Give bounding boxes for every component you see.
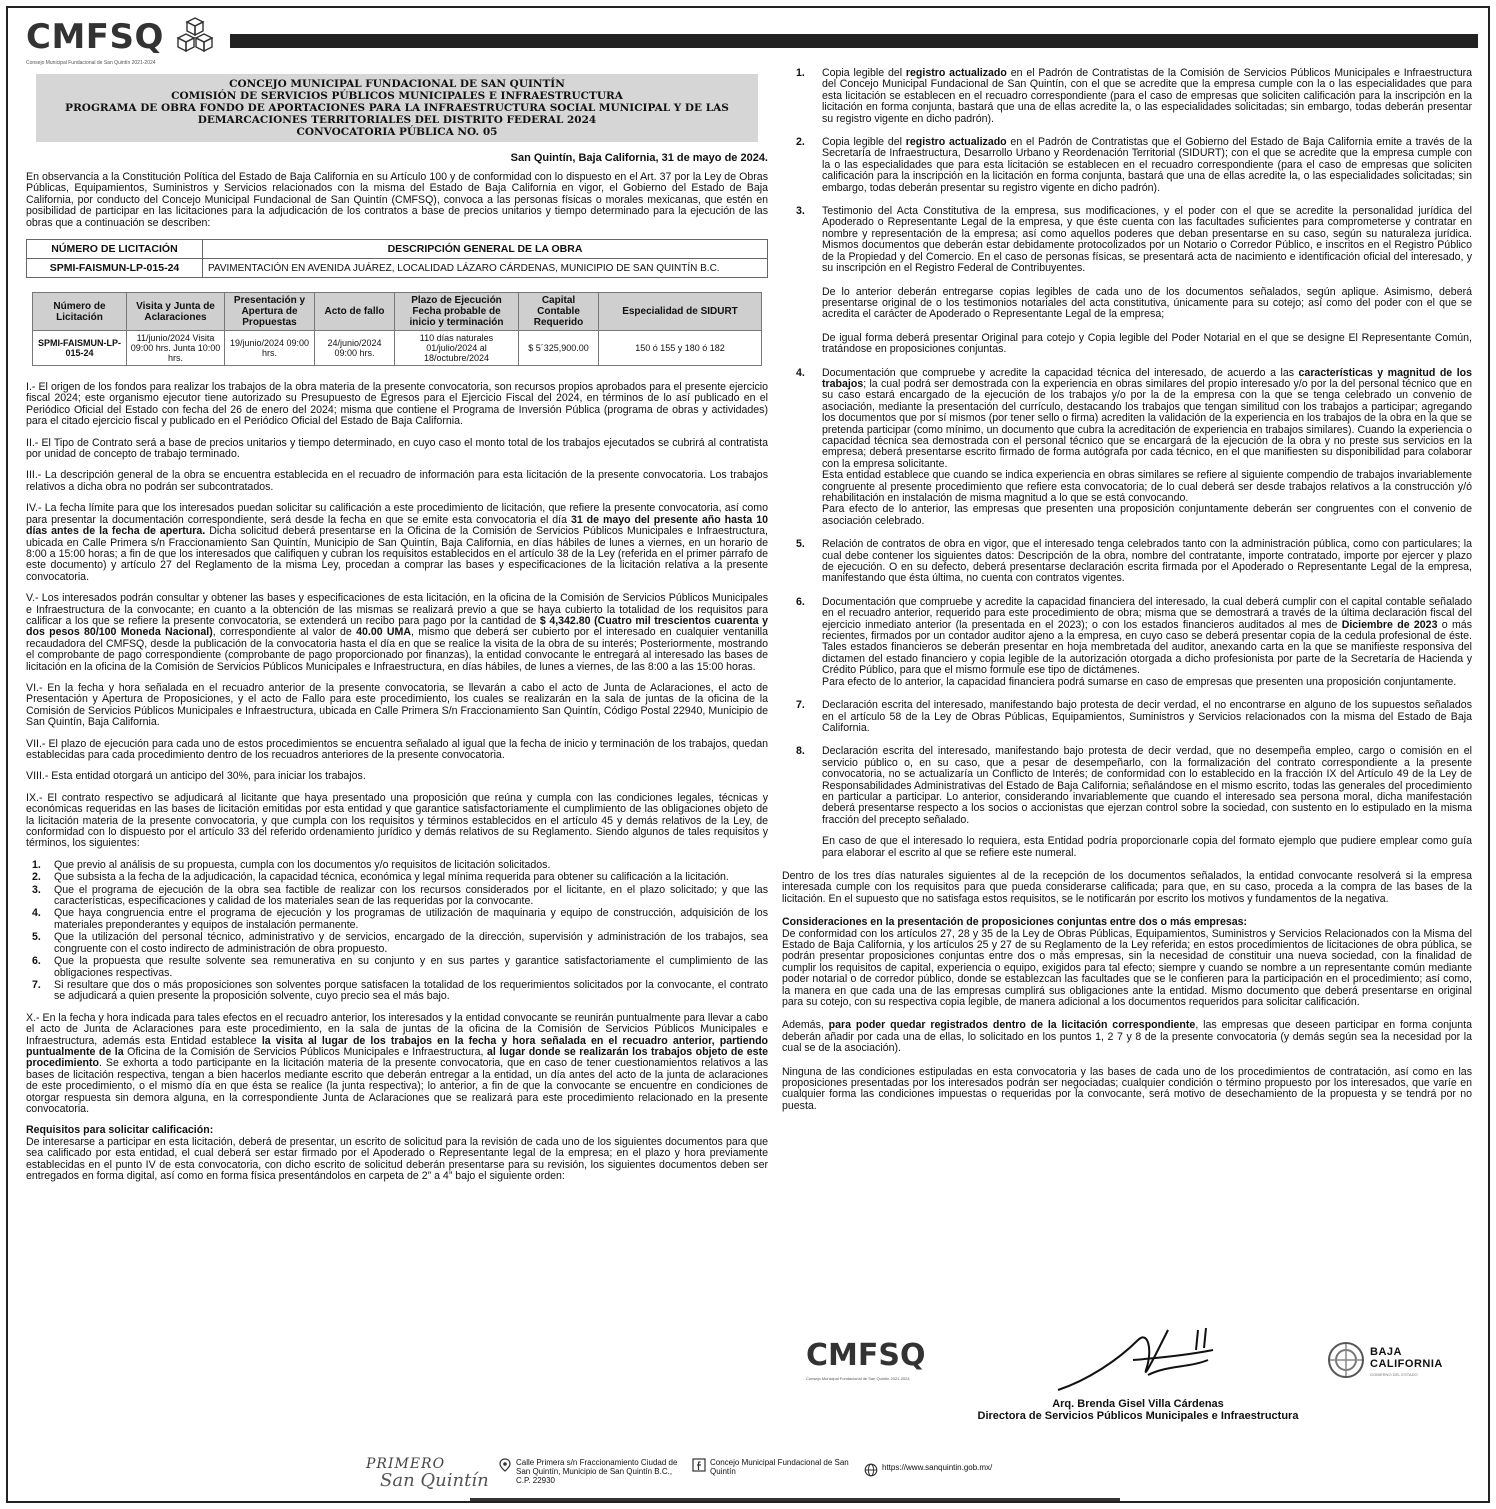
signatory-name: Arq. Brenda Gisel Villa Cárdenas bbox=[1052, 1398, 1224, 1410]
text-run: en el Padrón de Contratistas que el Gobierno del Estado de Baja California emite a través de la Secretaría de Infraestructura, Desarrollo Urbano y Reordenación Territorial (SIDURT); con el que se acredite que la empresa cumple con la o las especialidades que para esta licitación se establecen en el recuadro correspondiente (para el caso de empresas que soliciten calificación para la inscripción en la licitación en forma conjunta, bastará que una de ellas acredite la, o las especialidades solicitadas; sin embargo, todas deberán presentar su registro vigente en dicho padrón). bbox=[822, 136, 1472, 194]
item-number: 1. bbox=[32, 858, 41, 871]
text-run: , mismo que deberá ser cubierto por el interesado en cualquier ventanilla recaudadora del CMFSQ, desde la publicación de la convocatoria hasta el día en que se realice la visita de la obra de su interés; Posteriormente, mostrando el comprobante de pago correspondiente (comprobante de pago proporcionado por finanzas), la entidad convocante le entregará al interesado las bases de licitación en la oficina de la Comisión de Servicios Públicos Municipales e Infraestructura, en días hábiles, de lunes a viernes, de las 8:00 a las 15:00 horas. bbox=[26, 626, 769, 673]
table-cell: SPMI-FAISMUN-LP-015-24 bbox=[33, 331, 127, 366]
item-text: Que la propuesta que resulte solvente sea remunerativa en su conjunto y en sus partes y garantice satisfactoriamente el cumplimiento de las obligaciones respectivas. bbox=[54, 955, 768, 979]
item-text: Que previo al análisis de su propuesta, cumpla con los documentos y/o requisitos de licitación solicitados. bbox=[54, 858, 551, 871]
state-subtitle: GOBIERNO DEL ESTADO bbox=[1370, 1372, 1418, 1377]
item-number: 7. bbox=[32, 978, 41, 991]
item-text: Que la utilización del personal técnico, administrativo y de servicios, encargado de la dirección, supervisión y administración de los trabajos, sea congruente con el costo indirecto de administración de obra propuesto. bbox=[54, 931, 768, 955]
item-text: Para efecto de lo anterior, la capacidad financiera podrá sumarse en caso de empresas que presenten una proposición conjuntamente. bbox=[822, 675, 1457, 688]
text-run-bold: características y magnitud de los trabajos bbox=[822, 366, 1472, 390]
item-text: Relación de contratos de obra en vigor, que el interesado tenga celebrados tanto con la administración pública, como con particulares; la cual debe contener los siguientes datos: Descripción de la obra, nombre del contratante, importe contratado, importe por ejercer y plazo de ejecución. O en su defecto, deberá presentarse declaración escrita firmada por el Apoderado o Representante Legal de la empresa, manifestando que ésta última, no cuenta con contratos vigentes. bbox=[822, 538, 1472, 585]
facebook-text[interactable]: Concejo Municipal Fundacional de San Quintín bbox=[710, 1458, 849, 1476]
title-line: CONVOCATORIA PÚBLICA NO. 05 bbox=[296, 126, 498, 138]
text-run: V.- Los interesados podrán consultar y obtener las bases y especificaciones de esta licitación, en la oficina de la Comisión de Servicios Públicos Municipales e Infraestructura de la convocante; en cuanto a la obtención de las mismas se realizará previo a que se haya cubierto la totalidad de los requisitos para calificar a los que se refiere la presente convocatoria, se extenderá un recibo para pago por la cantidad de bbox=[26, 592, 768, 627]
document-page bbox=[6, 6, 1490, 1503]
item-number: 7. bbox=[796, 699, 805, 712]
dateline: San Quintín, Baja California, 31 de mayo de 2024. bbox=[510, 152, 768, 164]
joint-proposals-heading: Consideraciones en la presentación de proposiciones conjuntas entre dos o más empresas: bbox=[782, 916, 1248, 929]
right-column bbox=[782, 68, 1472, 1124]
footer bbox=[8, 1448, 1490, 1503]
documents-list bbox=[782, 368, 1472, 859]
table-cell: $ 5´325,900.00 bbox=[519, 331, 599, 366]
title-line: CONCEJO MUNICIPAL FUNDACIONAL DE SAN QUINTÍN bbox=[229, 78, 565, 90]
text-run: Documentación que compruebe y acredite la capacidad financiera del interesado, la cual deberá cumplir con el capital contable señalado en el recuadro anterior, requerido para este procedimiento de obra; misma que se demostrará a través de la última declaración fiscal del ejercicio inmediato anterior (la presentada en el 2023); o con los estados financieros auditados al mes de bbox=[822, 595, 1472, 631]
table-cell: 24/junio/2024 09:00 hrs. bbox=[315, 331, 395, 366]
text-run-bold: registro actualizado bbox=[905, 136, 1007, 149]
text-run-bold: al lugar donde se realizarán los trabajos objeto de este procedimiento bbox=[26, 1045, 768, 1070]
text-run: Oficina de la Comisión de Servicios Públicos Municipales e Infraestructura, bbox=[123, 1045, 487, 1058]
text-run-bold: la visita al lugar de los trabajos en la fecha y hora señalada en el recuadro anterior, partiendo puntualmente de la bbox=[26, 1034, 769, 1058]
item-number: 2. bbox=[32, 871, 41, 884]
table-header: Plazo de Ejecución Fecha probable de inicio y terminación bbox=[395, 293, 519, 331]
paragraph: De conformidad con los artículos 27, 28 y 35 de la Ley de Obras Públicas, Equipamientos, Suministros y Servicios Relacionados con la Misma del Estado de Baja California, y los artículos 25 y 27 de su Reglamento de la Ley referida; en estos procedimientos de licitaciones de obra pública, se podrán presentar proposiciones conjuntas entre dos o más empresas, sin la necesidad de constituir una nueva sociedad, con la finalidad de cumplir los requisitos de capital, experiencia o equipo, exigidos para tal efecto; siempre y cuando se nombre a un representante común mediante poder notarial o de corredor público, donde se establezcan las facultades que se le confieren para la participación en el procedimiento; así como, la manera en que cada una de las empresas cumplirá sus obligaciones ante la entidad. Mismo documento que deberá presentarse en original para su cotejo, con su respectiva copia legible, de manera adicional a los documentos requeridos para solicitar calificación. bbox=[782, 927, 1472, 1009]
list-item bbox=[26, 932, 768, 955]
text-run: , las empresas que deseen participar en forma conjunta deberán añadir por cada una de ellas, lo solicitado en los puntos 1, 2 7 y 8 de la presente convocatoria (y demás según sea la necesidad por la cual se de la asociación). bbox=[782, 1019, 1472, 1055]
paragraph: De lo anterior deberán entregarse copias legibles de cada uno de los documentos señalados, según aplique. Asimismo, deberá presentarse original de o los testimonios notariales del acta constitutiva, únicamente para su cotejo; así como del poder con el que se acredita el carácter de Apoderado o Representante Legal de la empresa; bbox=[822, 285, 1472, 321]
requirements-heading: Requisitos para solicitar calificación: bbox=[26, 1124, 214, 1137]
item-text: Que el programa de ejecución de la obra sea factible de realizar con los recursos considerados por el licitante, en el plazo solicitado; y que las características, especificaciones y calidad de los materiales sean de las requeridas por la convocante. bbox=[54, 883, 768, 908]
text-run-bold: 31 de mayo del presente año hasta 10 días antes de la fecha de apertura. bbox=[26, 513, 769, 538]
text-run-bold: para poder quedar registrados dentro de la licitación correspondiente bbox=[828, 1019, 1196, 1032]
text-run: Copia legible del bbox=[822, 67, 906, 79]
handwritten-signature bbox=[1048, 1320, 1228, 1400]
tender-schedule-table bbox=[32, 292, 762, 366]
signature-block bbox=[798, 1326, 1478, 1426]
list-item bbox=[26, 956, 768, 979]
list-item bbox=[782, 206, 1472, 274]
location-pin-icon bbox=[498, 1458, 512, 1472]
cubes-icon bbox=[174, 16, 216, 58]
item-number: 4. bbox=[32, 907, 41, 920]
item-number: 3. bbox=[796, 205, 805, 218]
text-run: o más recientes, firmados por un contador auditor ajeno a la empresa, en cuyo caso se deberá presentar copia de la cedula profesional de éste. Tales estados financieros se deberán presentar en hoja membretada del auditor, anexando carta en la que se manifieste responsiva del dictamen del estado financiero y copia legible de la autorización otorgada a dicho profesionista por parte de la Secretaría de Hacienda y Crédito Público, para que el mismo formule ese tipo de dictámenes. bbox=[822, 618, 1472, 677]
table-header: Visita y Junta de Aclaraciones bbox=[127, 293, 225, 331]
list-item bbox=[782, 68, 1472, 125]
item-number: 6. bbox=[796, 595, 805, 608]
state-name: BAJA CALIFORNIA bbox=[1370, 1346, 1443, 1370]
text-run: ; la cual podrá ser demostrada con la experiencia en obras similares del propio interesado y/o por la del personal técnico que en su caso estará encargado de la ejecución de los trabajos y/o por la de la empresa con la que se tenga celebrado un convenio de asociación, mediante la presentación del currículo, destacando los trabajos que tengan similitud con los trabajos a participar; agregando los documentos que por sí mismos (por tener sello o firma) acrediten la validación de la experiencia en los trabajos de la obra en la que se pretenda participar (como mínimo, un documento que cubra la acreditación de experiencia en trabajos similares). Cuando la experiencia o capacidad técnica sea demostrada con el personal técnico que se encargará de la ejecución de la obra y no preste sus servicios en la empresa; deberá presentarse escrito firmado de forma autógrafa por cada técnico, en el que manifiesten su disponibilidad para colaborar con la empresa solicitante. bbox=[822, 377, 1472, 470]
text-run: Copia legible del bbox=[822, 136, 906, 149]
section-ix: IX.- El contrato respectivo se adjudicará al licitante que haya presentado una proposición que reúna y cumpla con las condiciones legales, técnicas y económicas requeridas en las bases de licitación emitidas por esta entidad y que garantice satisfactoriamente el cumplimiento de las obligaciones objeto de la licitación materia de la presente convocatoria, y que cumpla con los requisitos y términos establecidos en el artículo 45 y demás relativos de la Ley, de conformidad con lo dispuesto por el artículo 33 del referido ordenamiento jurídico y demás relativos de su Reglamento. Siendo algunos de tales requisitos y términos, los siguientes: bbox=[26, 791, 768, 850]
text-run: en el Padrón de Contratistas de la Comisión de Servicios Públicos Municipales e Infraestructura del Concejo Municipal Fundacional de San Quintín, con el que se acredite que la empresa cumple con la o las especialidades que para esta licitación se establecen en el recuadro correspondiente (para el caso de empresas que soliciten calificación para la inscripción en la licitación en forma conjunta, bastará que una de ellas acredite la, o las especialidades solicitadas; sin embargo, todas deberán presentar su registro vigente en dicho padrón). bbox=[822, 67, 1473, 125]
table-cell: 110 días naturales 01/julio/2024 al 18/octubre/2024 bbox=[395, 331, 519, 366]
item-text: Testimonio del Acta Constitutiva de la empresa, sus modificaciones, y el poder con el que se acredite la personalidad jurídica del Apoderado o Representante Legal de la empresa, y que éste cuenta con las facultades suficientes para comprometerse y contratar en nombre y representación de la empresa; así como aquellos poderes que deban presentarse en su caso, según su naturaleza jurídica. Mismos documentos que deberán estar debidamente protocolizados por un Notario o Corredor Público, e inscritos en el Registro Público de la Propiedad y del Comercio. En el caso de personas físicas, se presentará acta de nacimiento e identificación oficial del interesado, y su inscripción en el Registro Federal de Contribuyentes. bbox=[822, 205, 1472, 275]
work-description: PAVIMENTACIÓN EN AVENIDA JUÁREZ, LOCALIDAD LÁZARO CÁRDENAS, MUNICIPIO DE SAN QUINTÍN B.C. bbox=[203, 259, 768, 278]
item-number: 3. bbox=[32, 883, 41, 896]
section-i: I.- El origen de los fondos para realizar los trabajos de la obra materia de la presente convocatoria, son recursos propios aprobados para el presente ejercicio fiscal 2024; este organismo ejecutor tiene autorizado su Presupuesto de Egresos para el Ejercicio Fiscal del 2024, en términos de lo así publicado en el Periódico Oficial del Estado con fecha del 26 de enero del 2024; misma que contiene el Programa de Inversión Pública (programa de obras y actividades) para el citado ejercicio fiscal y publicado en el Periódico Oficial del Estado de Baja California. bbox=[26, 381, 768, 428]
documents-list bbox=[782, 68, 1472, 275]
list-item bbox=[782, 746, 1472, 859]
table-header: Capital Contable Requerido bbox=[519, 293, 599, 331]
text-run: Dicha solicitud deberá presentarse en la Oficina de la Comisión de Servicios Públicos Municipales e Infraestructura, ubicada en Calle Primera s/n Fraccionamiento San Quintín, Municipio de San Quintín, Baja California, en días hábiles de lunes a viernes, en un horario de 8:00 a 15:00 horas; a fin de que los interesados que califiquen y cubran los requisitos establecidos en el artículo 38 de la Ley (referida en el primer párrafo de este documento) y artículo 27 del Reglamento de la misma Ley, procedan a comprar las bases y especificaciones de la licitación relativa a la presente convocatoria. bbox=[26, 525, 769, 583]
list-item bbox=[26, 908, 768, 931]
item-number: 8. bbox=[796, 745, 805, 758]
item-text: Esta entidad establece que cuando se indica experiencia en obras similares se refiere al siguiente compendio de trabajos invariablemente congruente al presente procedimiento que refiere esta convocatoria; de lo cual deberá ser desde trabajos relativos a la construcción y/ó rehabilitación en instalación de misma magnitud a lo que se está convocando. bbox=[822, 469, 1472, 504]
paragraph: De igual forma deberá presentar Original para cotejo y Copia legible del Poder Notarial en el que se designe El Representante Común, tratándose en proposiciones conjuntas. bbox=[822, 331, 1472, 356]
text-run: IV.- La fecha límite para que los interesados puedan solicitar su calificación a este procedimiento de licitación, que refiere la presente convocatoria, así como para presentar la documentación correspondiente, será desde la fecha en que se emite esta convocatoria el día bbox=[26, 502, 768, 526]
globe-icon bbox=[864, 1463, 878, 1477]
list-item bbox=[782, 137, 1472, 194]
state-seal-icon bbox=[1326, 1340, 1366, 1380]
section-iii: III.- La descripción general de la obra se encuentra establecida en el recuadro de información para esta licitación de la presente convocatoria. Los trabajos relativos a dicha obra no podrán ser subcontratados. bbox=[26, 469, 768, 493]
list-item bbox=[782, 597, 1472, 688]
cmfsq-logo: CMFSQ bbox=[806, 1338, 926, 1373]
text-run-bold: Diciembre de 2023 bbox=[1341, 618, 1438, 631]
text-run-bold: registro actualizado bbox=[905, 67, 1007, 79]
item-number: 4. bbox=[796, 366, 805, 379]
list-item bbox=[26, 885, 768, 908]
footer-facebook[interactable] bbox=[692, 1458, 862, 1476]
logo-subtitle: Consejo Municipal Fundacional de San Quintín 2021-2024 bbox=[26, 60, 156, 66]
signatory bbox=[928, 1398, 1348, 1422]
header-bar bbox=[230, 34, 1478, 48]
table-header: Presentación y Apertura de Propuestas bbox=[225, 293, 315, 331]
text-run-bold: $ 4,342.80 (Cuatro mil trescientos cuarenta y dos pesos 80/100 Moneda Nacional) bbox=[26, 614, 768, 639]
list-item bbox=[26, 872, 768, 883]
title-line: PROGRAMA DE OBRA FONDO DE APORTACIONES PARA LA INFRAESTRUCTURA SOCIAL MUNICIPAL Y DE LAS DEMARCACIONES TERRITORIALES DEL DISTRITO FEDERAL 2024 bbox=[65, 102, 729, 126]
section-viii: VIII.- Esta entidad otorgará un anticipo del 30%, para iniciar los trabajos. bbox=[26, 770, 366, 783]
list-item bbox=[782, 700, 1472, 734]
table-header: NÚMERO DE LICITACIÓN bbox=[27, 240, 203, 259]
requirements-paragraph: De interesarse a participar en esta licitación, deberá de presentar, un escrito de solicitud para la revisión de cada uno de los siguientes documentos para que sea calificado por esta entidad, el cual deberá ser estar firmado por el Apoderado o Representante legal de la empresa; en el plazo y hora previamente establecidas en el punto IV de esta convocatoria, con dicho escrito de solicitud deberán presentarse para su revisión, los siguientes documentos deben ser entregados en forma digital, así como en forma física presentándolos en carpeta de 2” a 4” bajo el siguiente orden: bbox=[26, 1135, 768, 1182]
text-run: , correspondiente al valor de bbox=[212, 626, 357, 639]
section-vii: VII.- El plazo de ejecución para cada uno de estos procedimientos se encuentra señalado al igual que la fecha de inicio y terminación de los trabajos, quedan establecidas para cada procedimiento dentro de los recuadros anteriores de la presente convocatoria. bbox=[26, 737, 768, 761]
item-text: Para efecto de lo anterior, las empresas que presenten una proposición conjuntamente deberán ser congruentes con el convenio de asociación celebrado. bbox=[822, 503, 1472, 527]
requirements-list bbox=[26, 860, 768, 1003]
text-run: Además, bbox=[782, 1019, 829, 1032]
cmfsq-logo bbox=[26, 16, 236, 76]
logo-subtitle: Consejo Municipal Fundacional de San Quintín 2021-2024 bbox=[806, 1376, 910, 1381]
text-run-bold: 40.00 UMA bbox=[356, 626, 412, 639]
item-number: 6. bbox=[32, 955, 41, 968]
website-link[interactable]: https://www.sanquintin.gob.mx/ bbox=[882, 1463, 993, 1472]
list-item bbox=[782, 368, 1472, 528]
table-cell: 150 ó 155 y 180 ó 182 bbox=[599, 331, 762, 366]
left-column bbox=[26, 74, 768, 1192]
list-item bbox=[26, 860, 768, 871]
item-number: 5. bbox=[796, 538, 805, 551]
baja-california-logo bbox=[1326, 1336, 1476, 1386]
list-item bbox=[26, 980, 768, 1003]
item-number: 2. bbox=[796, 136, 805, 149]
paragraph: Dentro de los tres días naturales siguientes al de la recepción de los documentos señalados, la entidad convocante resolverá si la empresa interesada cumple con los requisitos para que pueda considerarse calificada; para que, en su caso, proceda a la compra de las bases de la licitación. En el supuesto que no satisfaga estos requisitos, se le notificarán por escrito los motivos y fundamentos de la negativa. bbox=[782, 869, 1472, 905]
item-text: Declaración escrita del interesado, manifestando bajo protesta de decir verdad, el no encontrarse en alguno de los supuestos señalados en el artículo 58 de la Ley de Obras Públicas, Equipamientos, Suministros y Servicios relacionados con la misma del Estado de Baja California. bbox=[822, 699, 1472, 734]
table-cell: 11/junio/2024 Visita 09:00 hrs. Junta 10:00 hrs. bbox=[127, 331, 225, 366]
text-run: Documentación que compruebe y acredite la capacidad técnica del interesado, de acuerdo a las bbox=[822, 366, 1299, 379]
footer-address bbox=[498, 1458, 698, 1485]
item-number: 1. bbox=[796, 67, 805, 79]
document-title bbox=[36, 74, 758, 142]
section-ii: II.- El Tipo de Contrato será a base de precios unitarios y tiempo determinado, en cuyo caso el monto total de los trabajos ejecutados se cubrirá al contratista por unidad de concepto de trabajo terminado. bbox=[26, 436, 768, 461]
item-number: 5. bbox=[32, 931, 41, 944]
logo-text: CMFSQ bbox=[26, 17, 164, 57]
text-run: X.- En la fecha y hora indicada para tales efectos en el recuadro anterior, los interesados y la entidad convocante se reunirán puntualmente para llevar a cabo el acto de Junta de Aclaraciones para este procedimiento, en la sala de juntas de la oficina de la Comisión de Servicios Públicos Municipales e Infraestructura, además esta Entidad establece bbox=[26, 1011, 768, 1047]
list-item bbox=[782, 539, 1472, 585]
section-vi: VI.- En la fecha y hora señalada en el recuadro anterior de la presente convocatoria, se llevarán a cabo el acto de Junta de Aclaraciones, el acto de Presentación y Apertura de Proposiciones, y el acto de Fallo para este procedimiento, los cuales se realizarán en la sala de juntas de la oficina de la Comisión de Servicios Públicos Municipales e Infraestructura, ubicada en Calle Primera S/n Fraccionamiento San Quintín, Código Postal 22940, Municipio de San Quintín, Baja California. bbox=[26, 681, 768, 729]
footer-slogan: PRIMERO bbox=[366, 1456, 446, 1472]
footer-slogan-script: San Quintín bbox=[380, 1470, 489, 1491]
section-iv bbox=[26, 503, 768, 583]
paragraph: Ninguna de las condiciones estipuladas en esta convocatoria y las bases de cada uno de los procedimientos de contratación, así como en las proposiciones presentadas por los interesados podrán ser negociadas; cualquier condición o término propuesto por los interesados, que varíe en cualquier forma las condiciones impuestas o requeridas por la convocante, será motivo de desechamiento de la propuesta y se tendrá por no puesta. bbox=[782, 1065, 1472, 1112]
intro-paragraph: En observancia a la Constitución Política del Estado de Baja California en su Artículo 100 y de conformidad con lo dispuesto en el Art. 37 por la Ley de Obras Públicas, Equipamientos, Suministros y Servicios relacionados con la misma del Estado de Baja California en vigor, el Gobierno del Estado de Baja California, por conducto del Concejo Municipal Fundacional de San Quintín (CMFSQ), convoca a las personas físicas o morales mexicanas, que estén en posibilidad de participar en las licitaciones para la adjudicación de los contratos a base de precios unitarios y tiempo determinado para la ejecución de las obras que a continuación se describen: bbox=[26, 171, 768, 229]
table-header: DESCRIPCIÓN GENERAL DE LA OBRA bbox=[203, 240, 768, 259]
section-v bbox=[26, 593, 768, 673]
item-text: Si resultare que dos o más proposiciones son solventes porque satisfacen la totalidad de los requerimientos solicitados por la convocante, el contrato se adjudicará a quien presente la proposición solvente, cuyo precio sea el más bajo. bbox=[54, 978, 768, 1003]
paragraph bbox=[782, 1020, 1472, 1054]
text-run: . Se exhorta a todo participante en la licitación materia de la presente convocatoria, que en caso de tener cuestionamientos relativos a las bases de licitación respectiva, tengan a bien hacerlos mediante escrito que deberán entregar a la entidad, un día antes del acto de la junta de aclaraciones de este procedimiento, o el mismo día en que ésta se realice (la junta respectiva); lo anterior, a fin de que la convocante se encuentre en condiciones de otorgar respuesta sin demora alguna, en la correspondiente Junta de Aclaraciones que se realizará para este procedimiento relacionado en la presente convocatoria. bbox=[26, 1057, 768, 1115]
table-header: Especialidad de SIDURT bbox=[599, 293, 762, 331]
table-cell: 19/junio/2024 09:00 hrs. bbox=[225, 331, 315, 366]
item-text: Que subsista a la fecha de la adjudicación, la capacidad técnica, económica y legal mínima requerida para obtener su calificación a la licitación. bbox=[54, 871, 729, 884]
table-header: Acto de fallo bbox=[315, 293, 395, 331]
tender-summary-table bbox=[26, 239, 768, 278]
facebook-icon bbox=[692, 1458, 706, 1472]
item-text: En caso de que el interesado lo requiera, esta Entidad podría proporcionarle copia del formato ejemplo que pudiere emplear como guía para elaborar el escrito al que se refiere este numeral. bbox=[822, 835, 1472, 859]
item-text: Declaración escrita del interesado, manifestando bajo protesta de decir verdad, que no desempeña empleo, cargo o comisión en el servicio público o, en su caso, que a pesar de desempeñarlo, con la formalización del contrato correspondiente a la presente convocatoria, no se actualizaría un Conflicto de Interés; de conformidad con lo establecido en la fracción IX del Artículo 49 de la Ley de Responsabilidades Administrativas del Estado de Baja California; señalándose en el mismo escrito, todas las generales del procedimiento en particular a participar. Lo anterior, considerando invariablemente que cuando el interesado sea persona moral, dicha manifestación deberá presentarse respecto a los socios o accionistas que ejerzan control sobre la sociedad, con sustento en lo estipulado en la misma fracción del precepto señalado. bbox=[822, 745, 1472, 826]
footer-website[interactable] bbox=[864, 1463, 1064, 1477]
section-x bbox=[26, 1013, 768, 1116]
address-text: Calle Primera s/n Fraccionamiento Ciudad de San Quintín, Municipio de San Quintín B.C., C.P. 22930 bbox=[516, 1458, 678, 1485]
signatory-position: Directora de Servicios Públicos Municipales e Infraestructura bbox=[977, 1410, 1299, 1422]
item-text: Que haya congruencia entre el programa de ejecución y los programas de utilización de maquinaria y equipo de construcción, adquisición de los materiales preponderantes y equipos de instalación permanente. bbox=[54, 907, 768, 931]
table-header: Número de Licitación bbox=[33, 293, 127, 331]
title-line: COMISIÓN DE SERVICIOS PÚBLICOS MUNICIPALES E INFRAESTRUCTURA bbox=[171, 90, 623, 102]
tender-number: SPMI-FAISMUN-LP-015-24 bbox=[27, 259, 203, 278]
footer-bar bbox=[470, 1498, 1120, 1502]
